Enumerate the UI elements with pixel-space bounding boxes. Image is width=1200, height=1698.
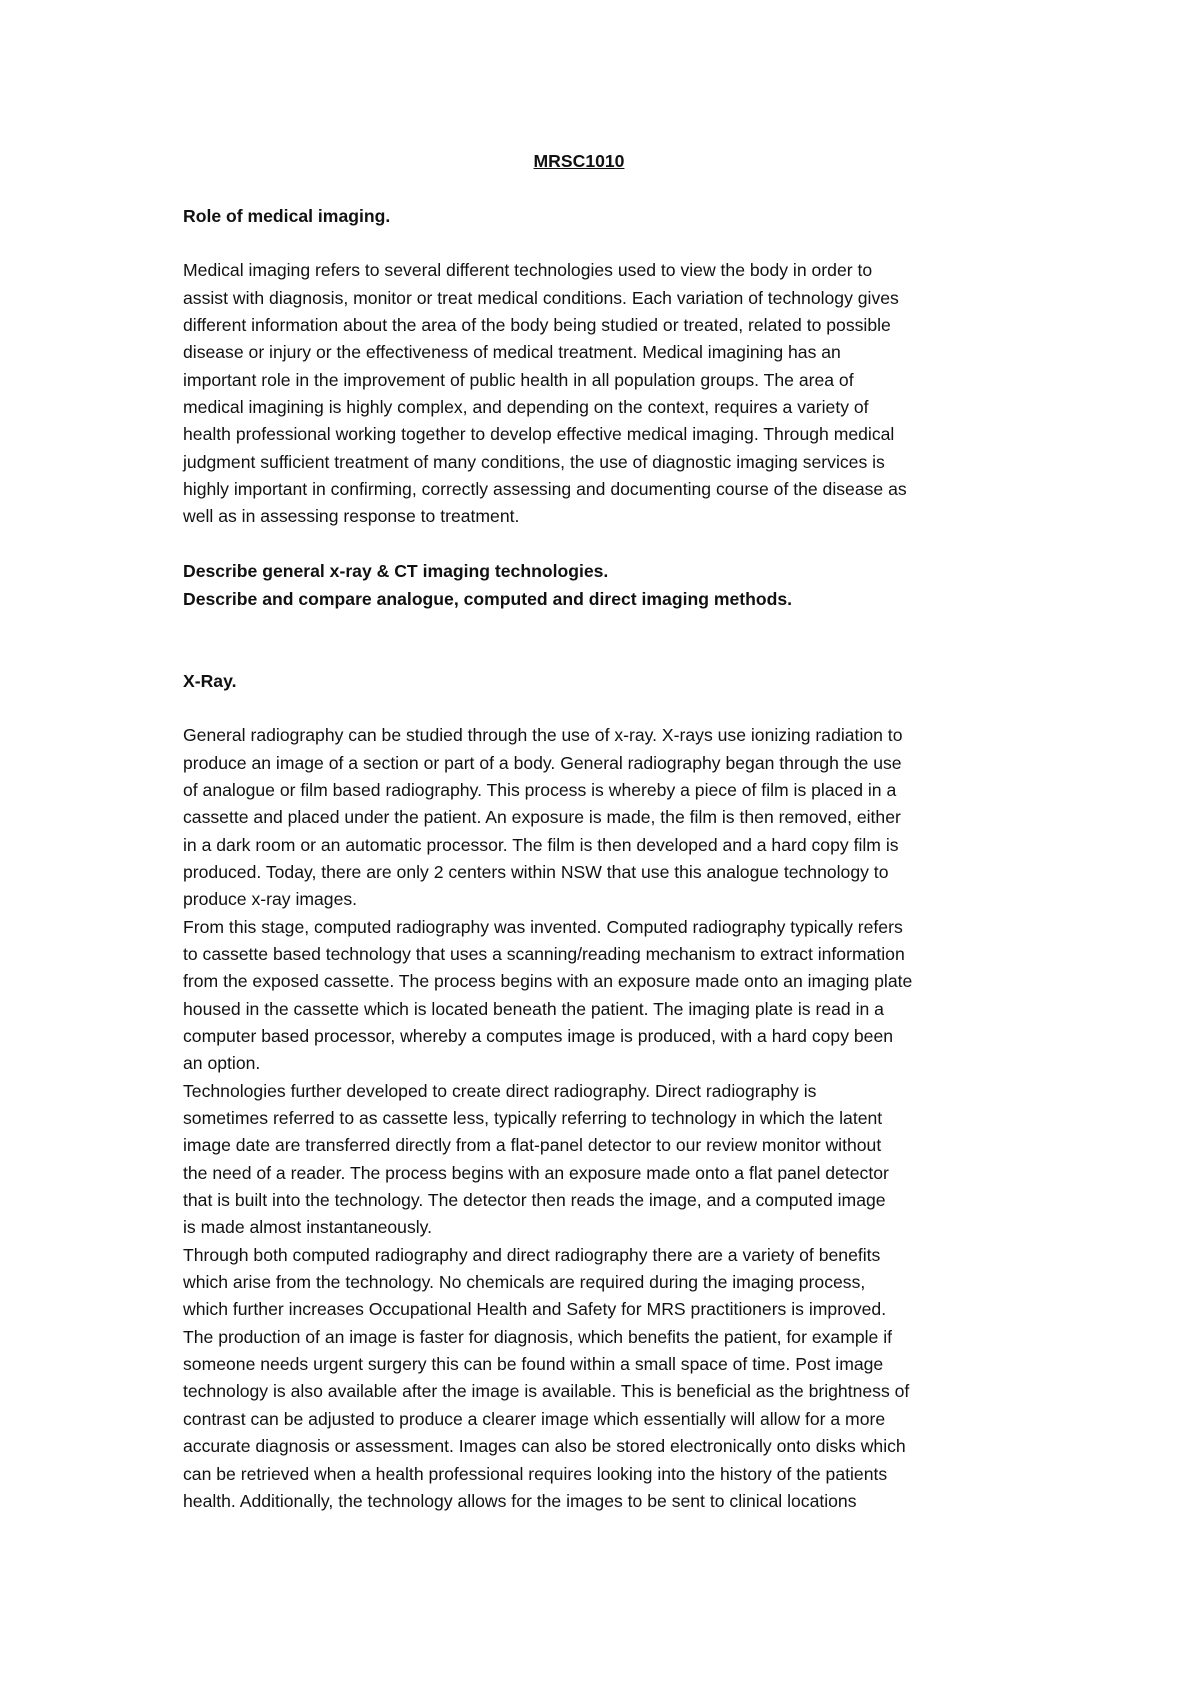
paragraph-line: medical imagining is highly complex, and depending on the context, requires a variety of <box>183 397 869 418</box>
paragraph-line: someone needs urgent surgery this can be found within a small space of time. Post image <box>183 1354 884 1375</box>
paragraph-line: which further increases Occupational Health and Safety for MRS practitioners is improved. <box>183 1299 887 1320</box>
paragraph-line: technology is also available after the image is available. This is beneficial as the brightness of <box>183 1381 910 1402</box>
paragraph-line: produce an image of a section or part of a body. General radiography began through the use <box>183 752 902 773</box>
paragraph-line: highly important in confirming, correctly assessing and documenting course of the disease as <box>183 479 907 500</box>
paragraph-line: housed in the cassette which is located beneath the patient. The imaging plate is read in a <box>183 998 884 1019</box>
paragraph-line: health professional working together to develop effective medical imaging. Through medical <box>183 424 895 445</box>
paragraph-line: assist with diagnosis, monitor or treat medical conditions. Each variation of technology gives <box>183 287 899 308</box>
paragraph-line: From this stage, computed radiography was invented. Computed radiography typically refers <box>183 916 903 937</box>
spacer <box>183 175 1023 202</box>
document-body <box>183 148 1023 1515</box>
xray-body <box>183 722 1023 1515</box>
paragraph-line: The production of an image is faster for diagnosis, which benefits the patient, for example if <box>183 1326 893 1347</box>
paragraph-line: disease or injury or the effectiveness of medical treatment. Medical imagining has an <box>183 342 841 363</box>
paragraph-line: produced. Today, there are only 2 centers within NSW that use this analogue technology to <box>183 861 889 882</box>
paragraph-line: image date are transferred directly from a flat-panel detector to our review monitor without <box>183 1135 882 1156</box>
heading-role-of-medical-imaging: Role of medical imaging. <box>183 205 391 226</box>
paragraph-line: can be retrieved when a health professional requires looking into the history of the patients <box>183 1463 888 1484</box>
spacer <box>183 640 1023 667</box>
paragraph-line: General radiography can be studied through the use of x-ray. X-rays use ionizing radiation to <box>183 725 903 746</box>
spacer <box>183 613 1023 640</box>
paragraph-line: cassette and placed under the patient. An exposure is made, the film is then removed, either <box>183 807 901 828</box>
paragraph-line: accurate diagnosis or assessment. Images can also be stored electronically onto disks which <box>183 1436 906 1457</box>
paragraph-line: of analogue or film based radiography. This process is whereby a piece of film is placed in a <box>183 779 897 800</box>
paragraph-line: contrast can be adjusted to produce a clearer image which essentially will allow for a more <box>183 1408 886 1429</box>
course-code-title: MRSC1010 <box>533 151 625 171</box>
heading-xray: X-Ray. <box>183 670 237 691</box>
spacer <box>183 531 1023 558</box>
paragraph-line: judgment sufficient treatment of many conditions, the use of diagnostic imaging services is <box>183 451 885 472</box>
paragraph-line: health. Additionally, the technology allows for the images to be sent to clinical locations <box>183 1490 857 1511</box>
spacer <box>183 230 1023 257</box>
paragraph-line: well as in assessing response to treatment. <box>183 506 520 527</box>
paragraph-line: sometimes referred to as cassette less, typically referring to technology in which the latent <box>183 1108 883 1129</box>
paragraph-line: an option. <box>183 1053 261 1074</box>
paragraph-line: from the exposed cassette. The process begins with an exposure made onto an imaging plate <box>183 971 913 992</box>
paragraph-line: Medical imaging refers to several different technologies used to view the body in order to <box>183 260 873 281</box>
paragraph-line: the need of a reader. The process begins with an exposure made onto a flat panel detector <box>183 1162 889 1183</box>
paragraph-line: Through both computed radiography and direct radiography there are a variety of benefits <box>183 1244 881 1265</box>
paragraph-line: produce x-ray images. <box>183 889 358 910</box>
paragraph-line: that is built into the technology. The detector then reads the image, and a computed image <box>183 1190 886 1211</box>
paragraph-line: important role in the improvement of public health in all population groups. The area of <box>183 369 854 390</box>
paragraph-line: is made almost instantaneously. <box>183 1217 433 1238</box>
paragraph-line: which arise from the technology. No chemicals are required during the imaging process, <box>183 1272 866 1293</box>
paragraph-line: to cassette based technology that uses a scanning/reading mechanism to extract information <box>183 943 905 964</box>
paragraph-line: Technologies further developed to create direct radiography. Direct radiography is <box>183 1080 817 1101</box>
task-heading-xray-ct: Describe general x-ray & CT imaging technologies. <box>183 561 609 582</box>
paragraph-line: computer based processor, whereby a computes image is produced, with a hard copy been <box>183 1026 894 1046</box>
spacer <box>183 695 1023 722</box>
paragraph-line: in a dark room or an automatic processor. The film is then developed and a hard copy film is <box>183 834 899 855</box>
paragraph-line: different information about the area of the body being studied or treated, related to possible <box>183 315 891 336</box>
task-heading-compare-methods: Describe and compare analogue, computed and direct imaging methods. <box>183 588 793 609</box>
intro-paragraph <box>183 257 1023 530</box>
